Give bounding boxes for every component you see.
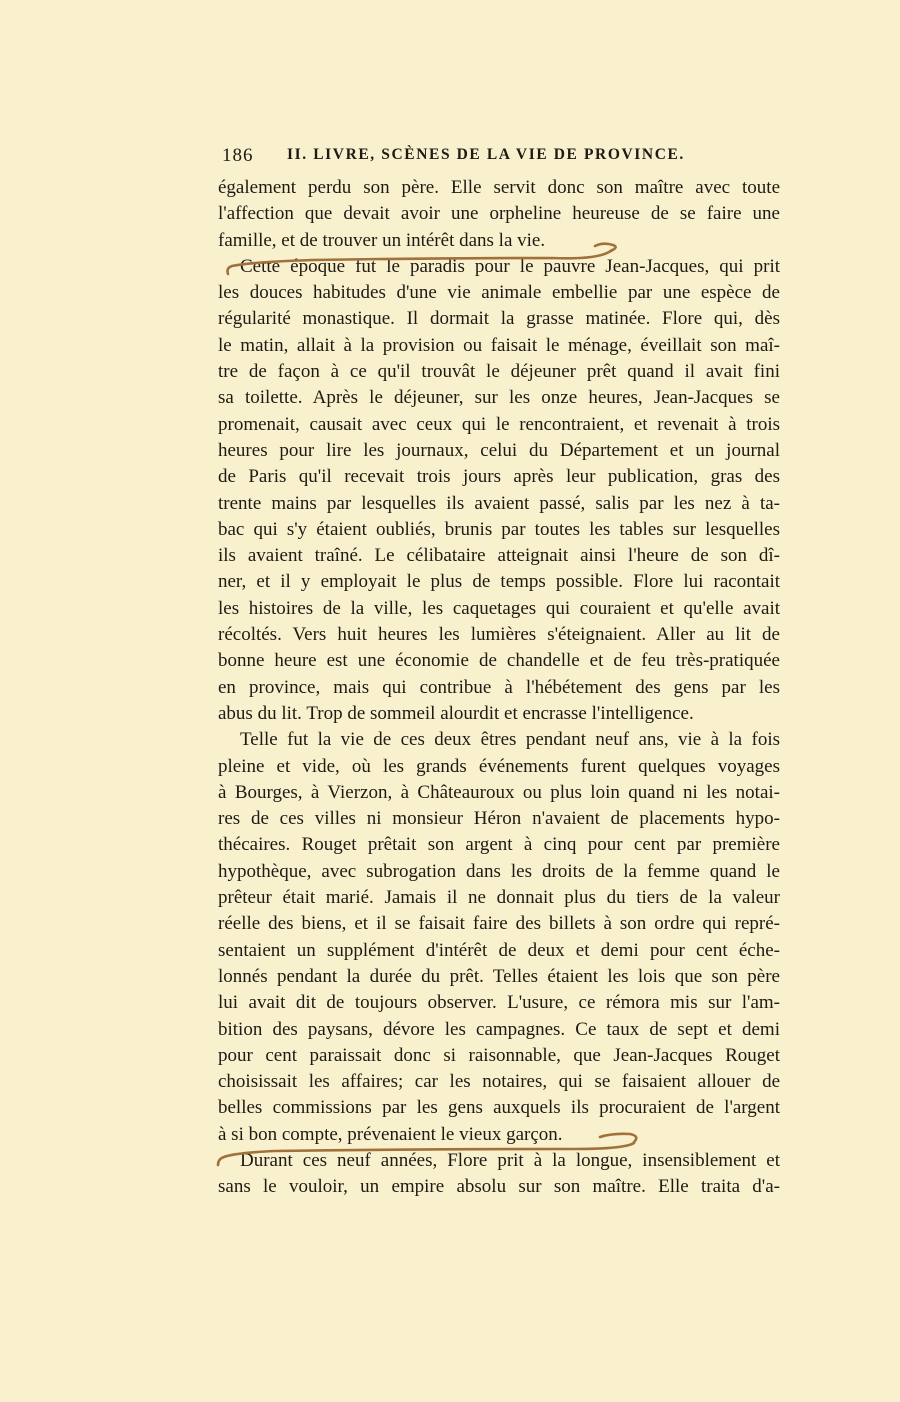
text-line: régularité monastique. Il dormait la grasse matinée. Flore qui, dès [218,308,780,330]
text-line: promenait, causait avec ceux qui le rencontraient, et revenait à trois [218,413,780,435]
text-line: de Paris qu'il recevait trois jours après leur publication, gras des [218,466,780,488]
text-line: tre de façon à ce qu'il trouvât le déjeuner prêt quand il avait fini [218,361,780,383]
text-line: Telle fut la vie de ces deux êtres pendant neuf ans, vie à la fois [240,729,780,751]
text-line: récoltés. Vers huit heures les lumières s'éteignaient. Aller au lit de [218,624,780,646]
text-line: belles commissions par les gens auxquels ils procuraient de l'argent [218,1097,780,1119]
text-line: pour cent paraissait donc si raisonnable, que Jean-Jacques Rouget [218,1044,780,1066]
text-line: Durant ces neuf années, Flore prit à la longue, insensiblement et [240,1149,780,1171]
text-line: réelle des biens, et il se faisait faire des billets à son ordre qui repré- [218,913,780,935]
text-line: en province, mais qui contribue à l'hébétement des gens par les [218,676,780,698]
text-line: hypothèque, avec subrogation dans les droits de la femme quand le [218,860,780,882]
text-line: res de ces villes ni monsieur Héron n'avaient de placements hypo- [218,808,780,830]
text-line: famille, et de trouver un intérêt dans la vie. [218,229,546,251]
text-line: thécaires. Rouget prêtait son argent à cinq pour cent par première [218,834,780,856]
text-line: choisissait les affaires; car les notaires, qui se faisaient allouer de [218,1071,780,1093]
text-line: bonne heure est une économie de chandelle et de feu très-pratiquée [218,650,780,672]
text-line: lui avait dit de toujours observer. L'usure, ce rémora mis sur l'am- [218,992,780,1014]
text-line: à Bourges, à Vierzon, à Châteauroux ou plus loin quand ni les notai- [218,781,780,803]
text-line: bac qui s'y étaient oubliés, brunis par toutes les tables sur lesquelles [218,518,780,540]
running-title: II. LIVRE, SCÈNES DE LA VIE DE PROVINCE. [287,146,685,163]
text-line: sans le vouloir, un empire absolu sur son maître. Elle traita d'a- [218,1176,780,1198]
running-header [220,145,780,173]
body-text [218,175,780,1201]
text-line: les douces habitudes d'une vie animale embellie par une espèce de [218,282,780,304]
text-line: ner, et il y employait le plus de temps possible. Flore lui racontait [218,571,780,593]
text-line: lonnés pendant la durée du prêt. Telles étaient les lois que son père [218,965,780,987]
text-line: Cette époque fut le paradis pour le pauvre Jean-Jacques, qui prit [240,255,780,277]
text-line: sentaient un supplément d'intérêt de deux et demi pour cent éche- [218,939,780,961]
text-line: à si bon compte, prévenaient le vieux garçon. [218,1123,563,1145]
text-line: les histoires de la ville, les caquetages qui couraient et qu'elle avait [218,597,780,619]
text-line: heures pour lire les journaux, celui du Département et un journal [218,439,780,461]
text-line: l'affection que devait avoir une orpheline heureuse de se faire une [218,203,780,225]
text-line: le matin, allait à la provision ou faisait le ménage, éveillait son maî- [218,334,780,356]
text-line: abus du lit. Trop de sommeil alourdit et encrasse l'intelligence. [218,702,694,724]
text-line: trente mains par lesquelles ils avaient passé, salis par les nez à ta- [218,492,780,514]
text-line: sa toilette. Après le déjeuner, sur les onze heures, Jean-Jacques se [218,387,780,409]
text-line: pleine et vide, où les grands événements furent quelques voyages [218,755,780,777]
text-line: ils avaient traîné. Le célibataire atteignait ainsi l'heure de son dî- [218,545,780,567]
text-line: bition des paysans, dévore les campagnes. Ce taux de sept et demi [218,1018,780,1040]
page-number: 186 [222,145,254,166]
text-line: prêteur était marié. Jamais il ne donnait plus du tiers de la valeur [218,887,780,909]
text-line: également perdu son père. Elle servit donc son maître avec toute [218,177,780,198]
